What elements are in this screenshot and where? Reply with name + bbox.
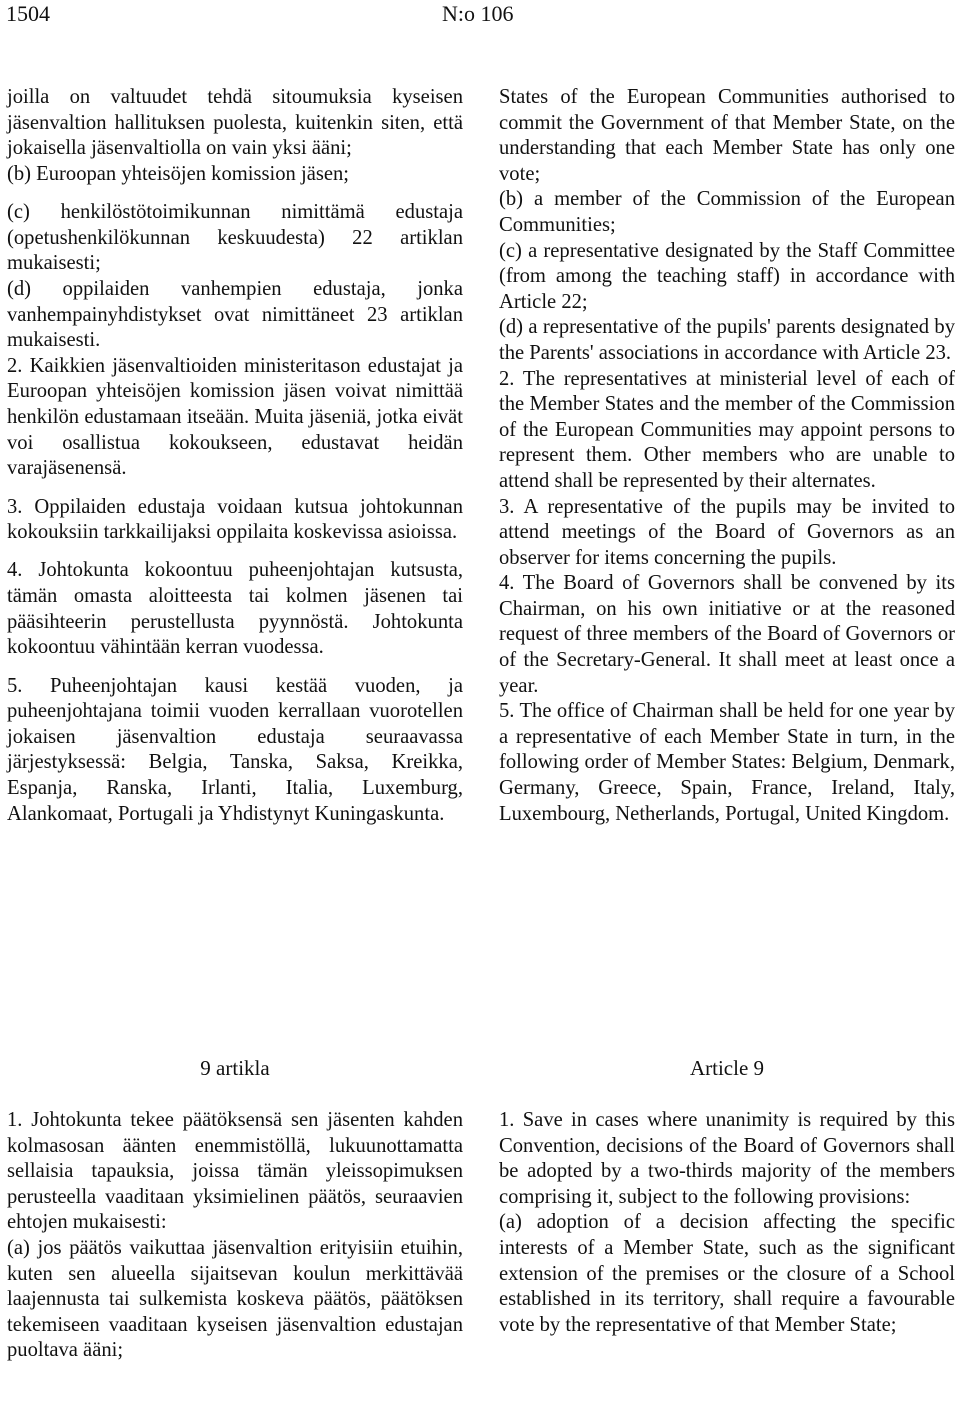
finnish-column-top xyxy=(7,85,463,827)
en-paragraph: (d) a representative of the pupils' parents designated by the Parents' associations in accordance with Article 23. xyxy=(499,316,955,364)
fi-paragraph: 3. Oppilaiden edustaja voidaan kutsua johtokunnan kokouksiin tarkkailijaksi oppilaita koskevissa asioissa. xyxy=(7,495,463,544)
en-paragraph: (b) a member of the Commission of the European Communities; xyxy=(499,188,955,236)
english-column-bottom xyxy=(499,1108,955,1338)
fi-paragraph: joilla on valtuudet tehdä sitoumuksia kyseisen jäsenvaltion hallituksen puolesta, kuitenkin siten, että jokaisella jäsenvaltiolla on vain yksi ääni; xyxy=(7,86,463,160)
en-paragraph: 1. Save in cases where unanimity is required by this Convention, decisions of the Board of Governors shall be adopted by a two-thirds majority of the members comprising it, subject to the following provisions: xyxy=(499,1109,955,1208)
fi-paragraph: 2. Kaikkien jäsenvaltioiden ministeritason edustajat ja Euroopan yhteisöjen komission jäsen voivat nimittää henkilön edustamaan itseään. Muita jäseniä, jotka eivät voi osallistua kokoukseen, edustavat heidän varajäsenensä. xyxy=(7,354,463,480)
finnish-column-bottom xyxy=(7,1108,463,1364)
en-article-heading: Article 9 xyxy=(689,1056,765,1080)
fi-paragraph: 1. Johtokunta tekee päätöksensä sen jäsenten kahden kolmasosan äänten enemmistöllä, lukuunottamatta sellaisia tapauksia, joissa tämän yleissopimuksen perusteella vaaditaan yksimielinen päätös, seuraavien ehtojen mukaisesti: xyxy=(7,1109,463,1234)
page-header xyxy=(0,0,960,30)
en-paragraph: 3. A representative of the pupils may be invited to attend meetings of the Board of Governors as an observer for items concerning the pupils. xyxy=(499,495,955,569)
fi-article-heading: 9 artikla xyxy=(200,1056,270,1080)
en-paragraph: States of the European Communities authorised to commit the Government of that Member State, on the understanding that each Member State has only one vote; xyxy=(499,86,955,185)
page-number: 1504 xyxy=(6,1,50,26)
en-paragraph: 5. The office of Chairman shall be held for one year by a representative of each Member State in turn, in the following order of Member States: Belgium, Denmark, Germany, Greece, Spain, France, Ireland, Italy, Luxembourg, Netherlands, Portugal, United Kingdom. xyxy=(499,700,955,825)
fi-paragraph: (d) oppilaiden vanhempien edustaja, jonka vanhempainyhdistykset ovat nimittäneet 23 artiklan mukaisesti. xyxy=(7,277,463,352)
en-paragraph: 2. The representatives at ministerial level of each of the Member States and the member of the Commission of the European Communities may appoint persons to represent them. Other members who are unable to attend shall be represented by their alternates. xyxy=(499,367,955,492)
issue-number: N:o 106 xyxy=(442,1,514,26)
fi-paragraph: (a) jos päätös vaikuttaa jäsenvaltion erityisiin etuihin, kuten sen alueella sijaitsevan koulun merkittävää laajennusta tai sulkemista koskeva päätös, päätöksen tekemiseen vaaditaan kyseisen jäsenvaltion edustajan puoltava ääni; xyxy=(7,1236,463,1362)
en-paragraph: (c) a representative designated by the Staff Committee (from among the teaching staff) in accordance with Article 22; xyxy=(499,239,955,313)
en-paragraph: (a) adoption of a decision affecting the specific interests of a Member State, such as the significant extension of the premises or the closure of a School established in its territory, shall require a favourable vote by the representative of that Member State; xyxy=(499,1211,955,1336)
fi-paragraph: (b) Euroopan yhteisöjen komission jäsen; xyxy=(7,162,350,185)
fi-paragraph: (c) henkilöstötoimikunnan nimittämä edustaja (opetushenkilökunnan keskuudesta) 22 artiklan mukaisesti; xyxy=(7,201,463,275)
fi-paragraph: 4. Johtokunta kokoontuu puheenjohtajan kutsusta, tämän omasta aloitteesta tai kolmen jäsenen tai pääsihteerin perustellusta pyynnöstä. Johtokunta kokoontuu vähintään kerran vuodessa. xyxy=(7,559,463,659)
fi-paragraph: 5. Puheenjohtajan kausi kestää vuoden, ja puheenjohtajana toimii vuoden kerrallaan vuorotellen jokaisen jäsenvaltion edustaja seuraavassa järjestyksessä: Belgia, Tanska, Saksa, Kreikka, Espanja, Ranska, Irlanti, Italia, Luxemburg, Alankomaat, Portugali ja Yhdistynyt Kuningaskunta. xyxy=(7,674,463,825)
english-column-top xyxy=(499,85,955,827)
en-paragraph: 4. The Board of Governors shall be convened by its Chairman, on his own initiative or at the reasoned request of three members of the Board of Governors or of the Secretary-General. It shall meet at least once a year. xyxy=(499,572,955,697)
